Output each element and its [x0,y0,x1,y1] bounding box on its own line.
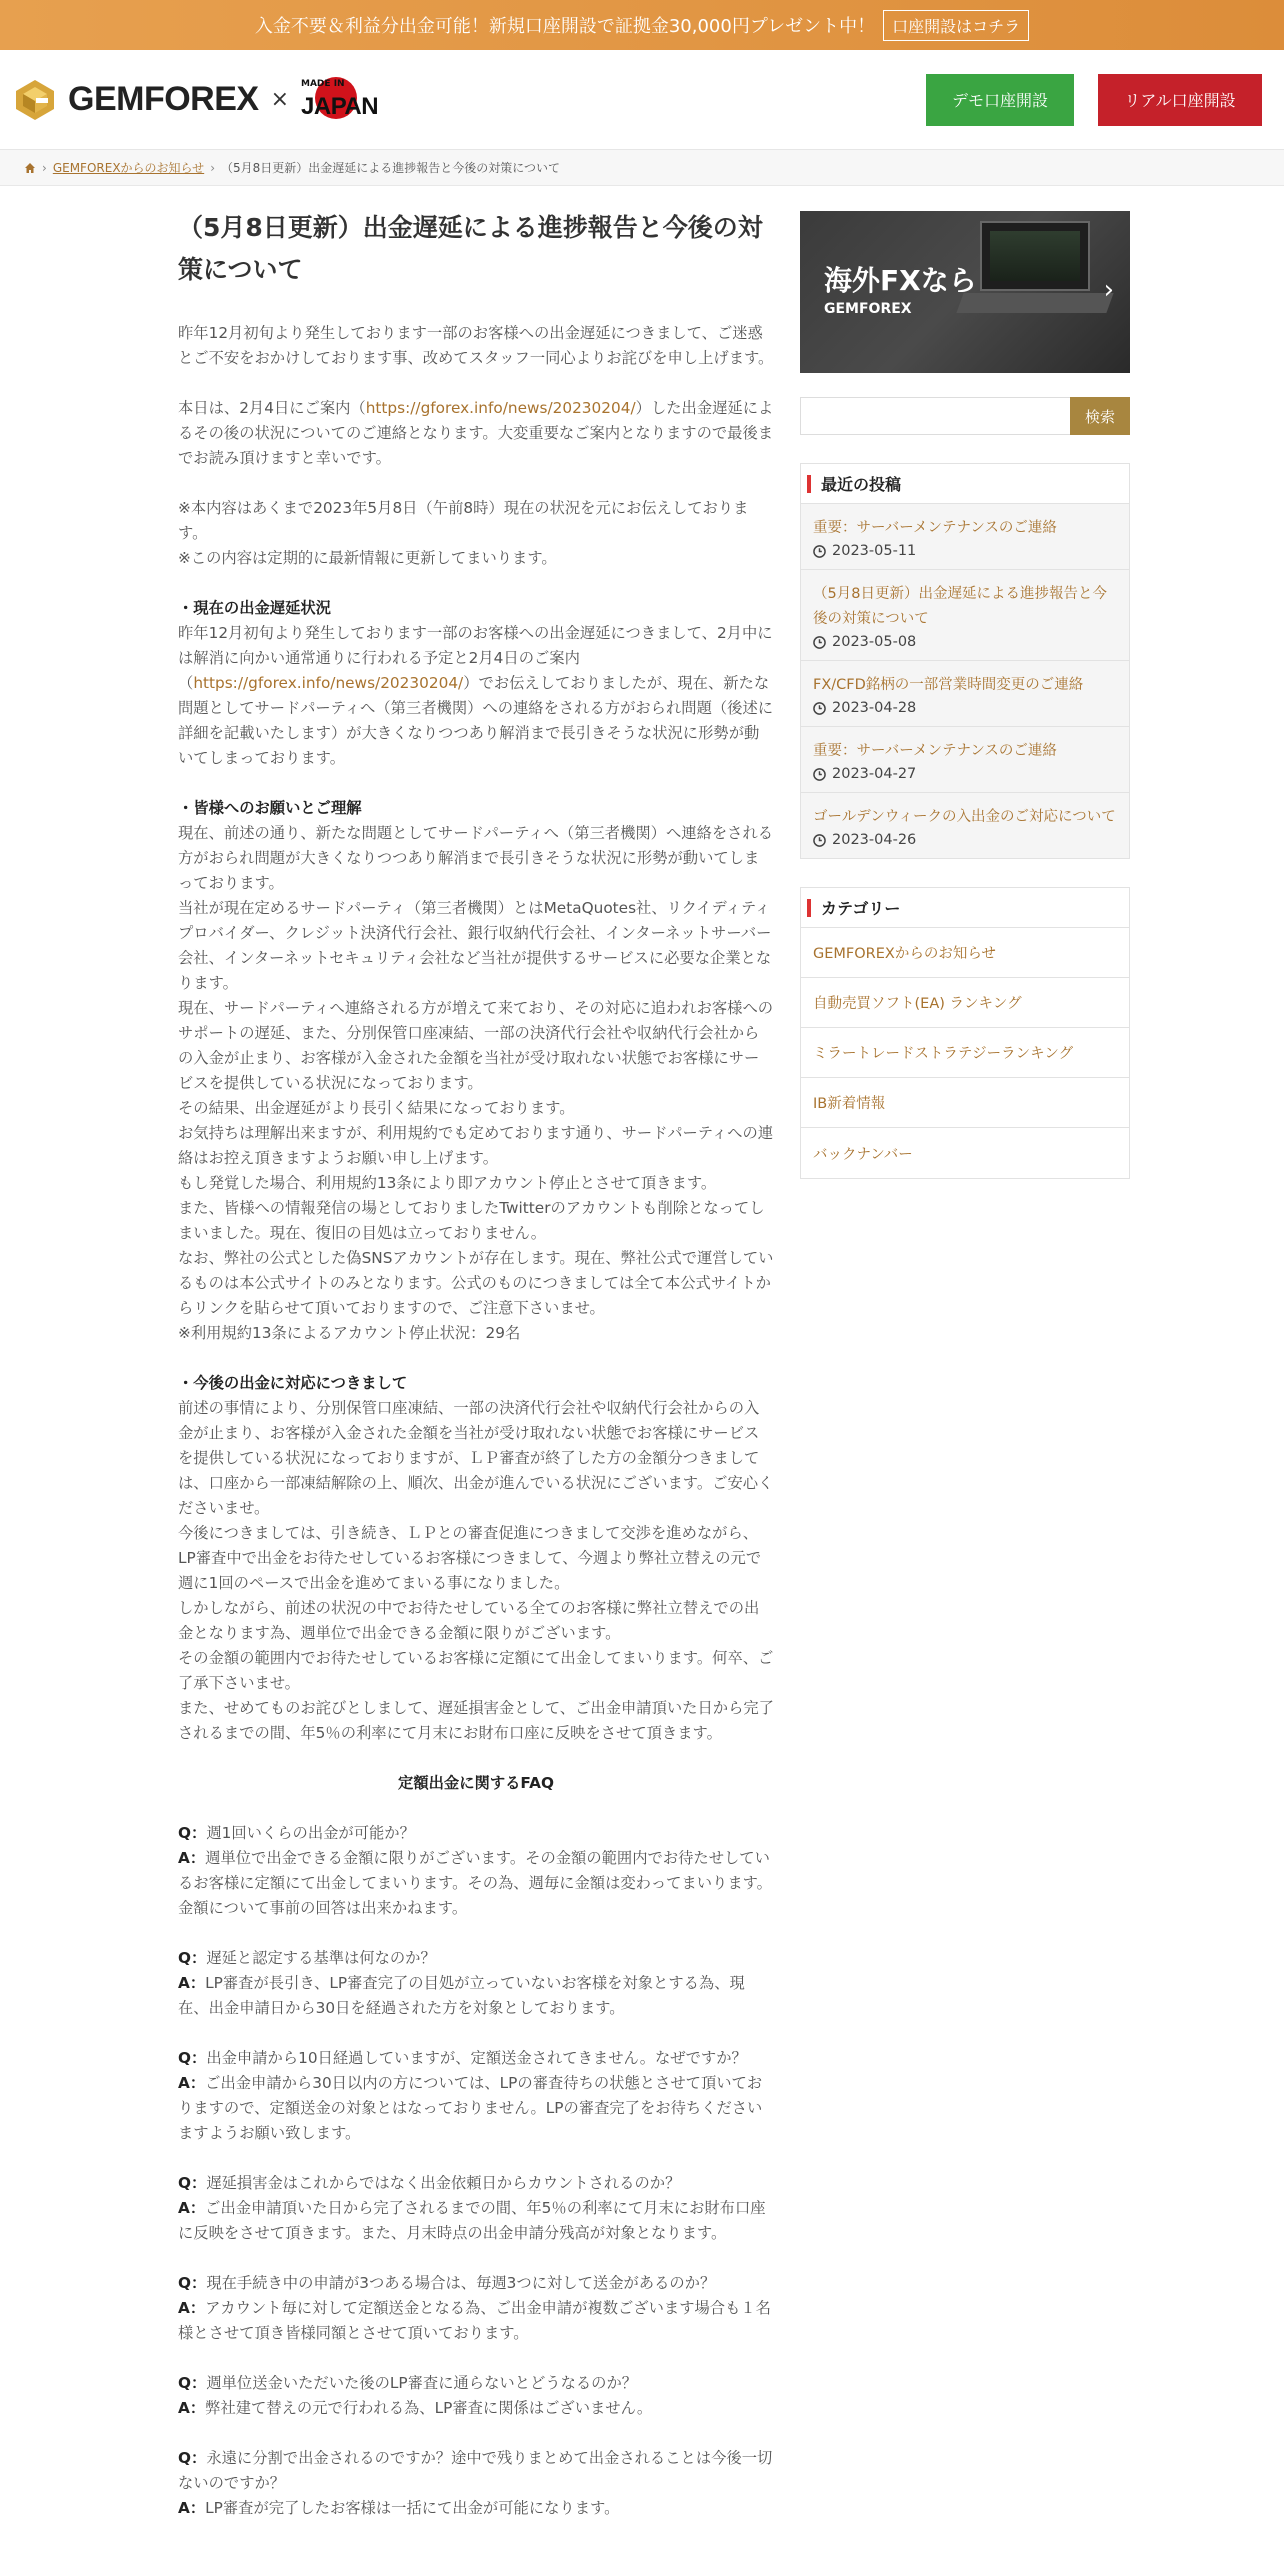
faq-answer [178,2496,774,2521]
site-header [0,50,1284,150]
faq-question-text: 現在手続き中の申請が3つある場合は、毎週3つに対して送金があるのか？ [206,2274,716,2292]
paragraph: もし発覚した場合、利用規約13条により即アカウント停止とさせて頂きます。 [178,1174,717,1192]
promo-side-banner[interactable] [800,211,1130,373]
faq-question [178,2171,774,2196]
faq-question [178,2271,774,2296]
article [178,207,774,2546]
q-prefix: Q： [178,1949,207,1967]
faq-answer-text: アカウント毎に対して定額送金となる為、ご出金申請が複数ございます場合も１名様とさせて頂き皆様同額とさせて頂いております。 [178,2299,771,2342]
laptop-illustration [980,221,1090,291]
breadcrumb-separator: › [210,160,215,175]
post-date-text: 2023-04-27 [832,766,917,782]
faq-answer-text: ご出金申請から30日以内の方については、LPの審査待ちの状態とさせて頂いておりますので、定額送金の対象とはなっておりません。LPの審査完了をお待ちくださいますようお願い致します。 [178,2074,763,2142]
categories-widget [800,887,1130,1179]
faq-answer [178,2071,774,2146]
open-account-link[interactable]: 口座開設はコチラ [883,10,1029,41]
intro2-text-b: ）した出金遅延によるその後の状況についてのご連絡となります。大変重要なご案内となりますので最後までお読み頂けますと幸いです。 [178,399,774,467]
recent-post-item [801,793,1129,858]
post-date [813,700,1117,716]
keyboard-illustration [956,293,1113,313]
article-intro-2 [178,396,774,471]
q-prefix: Q： [178,2174,207,2192]
a-prefix: A： [178,1974,206,1992]
recent-post-item [801,661,1129,727]
q-prefix: Q： [178,2374,207,2392]
clock-icon [813,636,826,649]
paragraph: ※利用規約13条によるアカウント停止状況：29名 [178,1324,521,1342]
clock-icon [813,702,826,715]
post-date-text: 2023-05-08 [832,634,917,650]
faq-answer [178,2396,774,2421]
faq-question-text: 永遠に分割で出金されるのですか？途中で残りまとめて出金されることは今後一切ないのですか？ [178,2449,773,2492]
faq-answer [178,1971,774,2021]
s1-text-b: ）でお伝えしておりましたが、現在、新たな問題としてサードパーティへ（第三者機関）への連絡をされる方がおられ問題（後述に詳細を記載いたします）が大きくなりつつあり解消まで長引きそうな状況に形勢が動いてしまっております。 [178,674,774,767]
recent-posts-widget [800,463,1130,859]
search-button[interactable]: 検索 [1070,397,1130,435]
a-prefix: A： [178,2074,206,2092]
paragraph: お気持ちは理解出来ますが、利用規約でも定めております通り、サードパーティへの連絡はお控え頂きますようお願い申し上げます。 [178,1124,774,1167]
q-prefix: Q： [178,1824,207,1842]
demo-account-button[interactable]: デモ口座開設 [926,74,1074,126]
faq-question-text: 遅延と認定する基準は何なのか？ [206,1949,436,1967]
faq-answer [178,2196,774,2246]
japan-label: JAPAN [301,92,379,120]
category-item [801,1128,1129,1178]
search-input[interactable] [800,397,1070,435]
made-in-label: MADE IN [301,78,345,89]
faq-answer-text: 弊社建て替えの元で行われる為、LP審査に関係はございません。 [205,2399,653,2417]
s1-text-a: 昨年12月初旬より発生しております一部のお客様への出金遅延につきまして、2月中には解消に向かい通常通りに行われる予定と2月4日のご案内（ [178,624,773,692]
faq-question [178,2446,774,2496]
recent-post-item [801,727,1129,793]
faq-question-text: 週単位送金いただいた後のLP審査に通らないとどうなるのか？ [206,2374,638,2392]
faq-title: 定額出金に関するFAQ [398,1774,554,1792]
news-link[interactable]: https://gforex.info/news/20230204/ [193,674,464,692]
recent-post-link[interactable]: 重要：サーバーメンテナンスのご連絡 [813,743,1057,759]
faq-answer-text: LP審査が完了したお客様は一括にて出金が可能になります。 [205,2499,620,2517]
search-form [800,397,1130,435]
category-link[interactable]: 自動売買ソフト(EA) ランキング [813,996,1022,1012]
category-link[interactable]: ミラートレードストラテジーランキング [813,1046,1074,1062]
section-1-body [178,621,774,771]
post-date [813,543,1117,559]
a-prefix: A： [178,1849,206,1867]
a-prefix: A： [178,2299,206,2317]
paragraph: また、せめてものお詫びとしまして、遅延損害金として、ご出金申請頂いた日から完了されるまでの間、年5％の利率にて月末にお財布口座に反映をさせて頂きます。 [178,1699,774,1742]
sidebar [800,211,1130,1179]
paragraph: しかしながら、前述の状況の中でお待たせしている全てのお客様に弊社立替えでの出金となります為、週単位で出金できる金額に限りがございます。 [178,1599,760,1642]
clock-icon [813,768,826,781]
paragraph: その結果、出金遅延がより長引く結果になっております。 [178,1099,575,1117]
home-icon[interactable] [24,162,36,174]
a-prefix: A： [178,2199,206,2217]
recent-post-item [801,570,1129,661]
logo-separator: × [270,87,290,112]
article-intro: 昨年12月初旬より発生しております一部のお客様への出金遅延につきまして、ご迷惑とご不安をおかけしております事、改めてスタッフ一同心よりお詫びを申し上げます。 [178,324,774,367]
faq-question [178,2371,774,2396]
clock-icon [813,545,826,558]
recent-post-link[interactable]: FX/CFD銘柄の一部営業時間変更のご連絡 [813,677,1084,693]
logo-text: GEMFOREX [68,80,259,118]
category-item [801,1028,1129,1078]
clock-icon [813,834,826,847]
recent-post-item [801,504,1129,570]
paragraph: 現在、サードパーティへ連絡される方が増えて来ており、その対応に追われお客様へのサポートの遅延、また、分別保管口座凍結、一部の決済代行会社や収納代行会社からの入金が止まり、お客様が入金された金額を当社が受け取れない状態でお客様にサービスを提供している状況になっております。 [178,999,774,1092]
faq-answer-text: LP審査が長引き、LP審査完了の目処が立っていないお客様を対象とする為、現在、出金申請日から30日を経過された方を対象としております。 [178,1974,745,2017]
faq-list [178,1821,774,2546]
promo-banner [0,0,1284,50]
post-date [813,634,1117,650]
paragraph: その金額の範囲内でお待たせしているお客様に定額にて出金してまいります。何卒、ご了承下さいませ。 [178,1649,774,1692]
category-link[interactable]: バックナンバー [813,1146,913,1163]
q-prefix: Q： [178,2274,207,2292]
banner-subline: GEMFOREX [824,301,912,317]
section-heading: ・皆様へのお願いとご理解 [178,799,362,817]
categories-title: カテゴリー [801,888,1129,928]
news-link[interactable]: https://gforex.info/news/20230204/ [365,399,636,417]
paragraph: また、皆様への情報発信の場としておりましたTwitterのアカウントも削除となってしまいました。現在、復旧の目処は立っておりません。 [178,1199,765,1242]
faq-answer-text: 週単位で出金できる金額に限りがございます。その金額の範囲内でお待たせしているお客様に定額にて出金してまいります。その為、週毎に金額は変わってまいります。金額について事前の回答は出来かねます。 [178,1849,772,1917]
paragraph: なお、弊社の公式とした偽SNSアカウントが存在します。現在、弊社公式で運営しているものは本公式サイトのみとなります。公式のものにつきましては全て本公式サイトからリンクを貼らせて頂いておりますので、ご注意下さいませ。 [178,1249,774,1317]
post-date-text: 2023-05-11 [832,543,917,559]
faq-question [178,1946,774,1971]
paragraph: 今後につきましては、引き続き、ＬＰとの審査促進につきまして交渉を進めながら、LP審査中で出金をお待たせしているお客様につきまして、今週より弊社立替えの元で週に1回のペースで出金を進めてまいる事になりました。 [178,1524,762,1592]
real-account-button[interactable]: リアル口座開設 [1098,74,1262,126]
breadcrumb-category-link[interactable]: GEMFOREXからのお知らせ [52,161,205,175]
post-date-text: 2023-04-28 [832,700,917,716]
post-date-text: 2023-04-26 [832,832,917,848]
breadcrumb [0,150,1284,186]
made-in-japan-logo [301,75,379,125]
article-title: （5月8日更新）出金遅延による進捗報告と今後の対策について [178,213,763,284]
faq-question [178,2046,774,2071]
recent-posts-title: 最近の投稿 [801,464,1129,504]
faq-question-text: 週1回いくらの出金が可能か？ [206,1824,415,1842]
category-item [801,928,1129,978]
category-link[interactable]: GEMFOREXからのお知らせ [813,946,996,962]
note-2: ※この内容は定期的に最新情報に更新してまいります。 [178,549,557,567]
faq-question [178,1821,774,1846]
faq-answer [178,2296,774,2346]
promo-text: 入金不要＆利益分出金可能！新規口座開設で証拠金30,000円プレゼント中！ [254,16,876,37]
faq-answer [178,1846,774,1921]
faq-answer-text: ご出金申請頂いた日から完了されるまでの間、年5％の利率にて月末にお財布口座に反映をさせて頂きます。また、月末時点の出金申請分残高が対象となります。 [178,2199,766,2242]
q-prefix: Q： [178,2449,207,2467]
chevron-right-icon: › [1103,275,1114,305]
breadcrumb-current: （5月8日更新）出金遅延による進捗報告と今後の対策について [221,161,561,175]
category-item [801,978,1129,1028]
faq-question-text: 出金申請から10日経過していますが、定額送金されてきません。なぜですか？ [206,2049,747,2067]
banner-headline: 海外FXなら [824,264,977,297]
paragraph: 現在、前述の通り、新たな問題としてサードパーティへ（第三者機関）へ連絡をされる方がおられ問題が大きくなりつつあり解消まで長引きそうな状況に形勢が動いてしまっております。 [178,824,774,892]
post-date [813,832,1117,848]
gem-logo-icon [12,77,58,123]
recent-post-link[interactable]: 重要：サーバーメンテナンスのご連絡 [813,520,1057,536]
paragraph: 前述の事情により、分別保管口座凍結、一部の決済代行会社や収納代行会社からの入金が止まり、お客様が入金された金額を当社が受け取れない状態でお客様にサービスを提供している状況になっておりますが、ＬＰ審査が終了した方の金額分つきましては、口座から一部凍結解除の上、順次、出金が進んでいる状況にございます。ご安心くださいませ。 [178,1399,774,1517]
intro2-text-a: 本日は、2月4日にご案内（ [178,399,366,417]
category-link[interactable]: IB新着情報 [813,1096,886,1112]
section-heading: ・今後の出金に対応につきまして [178,1374,408,1392]
note-1: ※本内容はあくまで2023年5月8日（午前8時）現在の状況を元にお伝えしております。 [178,499,749,542]
category-item [801,1078,1129,1128]
paragraph: 当社が現在定めるサードパーティ（第三者機関）とはMetaQuotes社、リクイディティプロバイダー、クレジット決済代行会社、銀行収納代行会社、インターネットサーバー会社、インターネットセキュリティ会社など当社が提供するサービスに必要な企業となります。 [178,899,772,992]
a-prefix: A： [178,2499,206,2517]
faq-question-text: 遅延損害金はこれからではなく出金依頼日からカウントされるのか？ [206,2174,681,2192]
recent-post-link[interactable]: ゴールデンウィークの入出金のご対応について [813,809,1116,825]
post-date [813,766,1117,782]
section-heading: ・現在の出金遅延状況 [178,599,331,617]
breadcrumb-separator: › [42,160,47,175]
site-logo[interactable] [12,77,259,123]
recent-post-link[interactable]: （5月8日更新）出金遅延による進捗報告と今後の対策について [813,586,1107,627]
a-prefix: A： [178,2399,206,2417]
q-prefix: Q： [178,2049,207,2067]
